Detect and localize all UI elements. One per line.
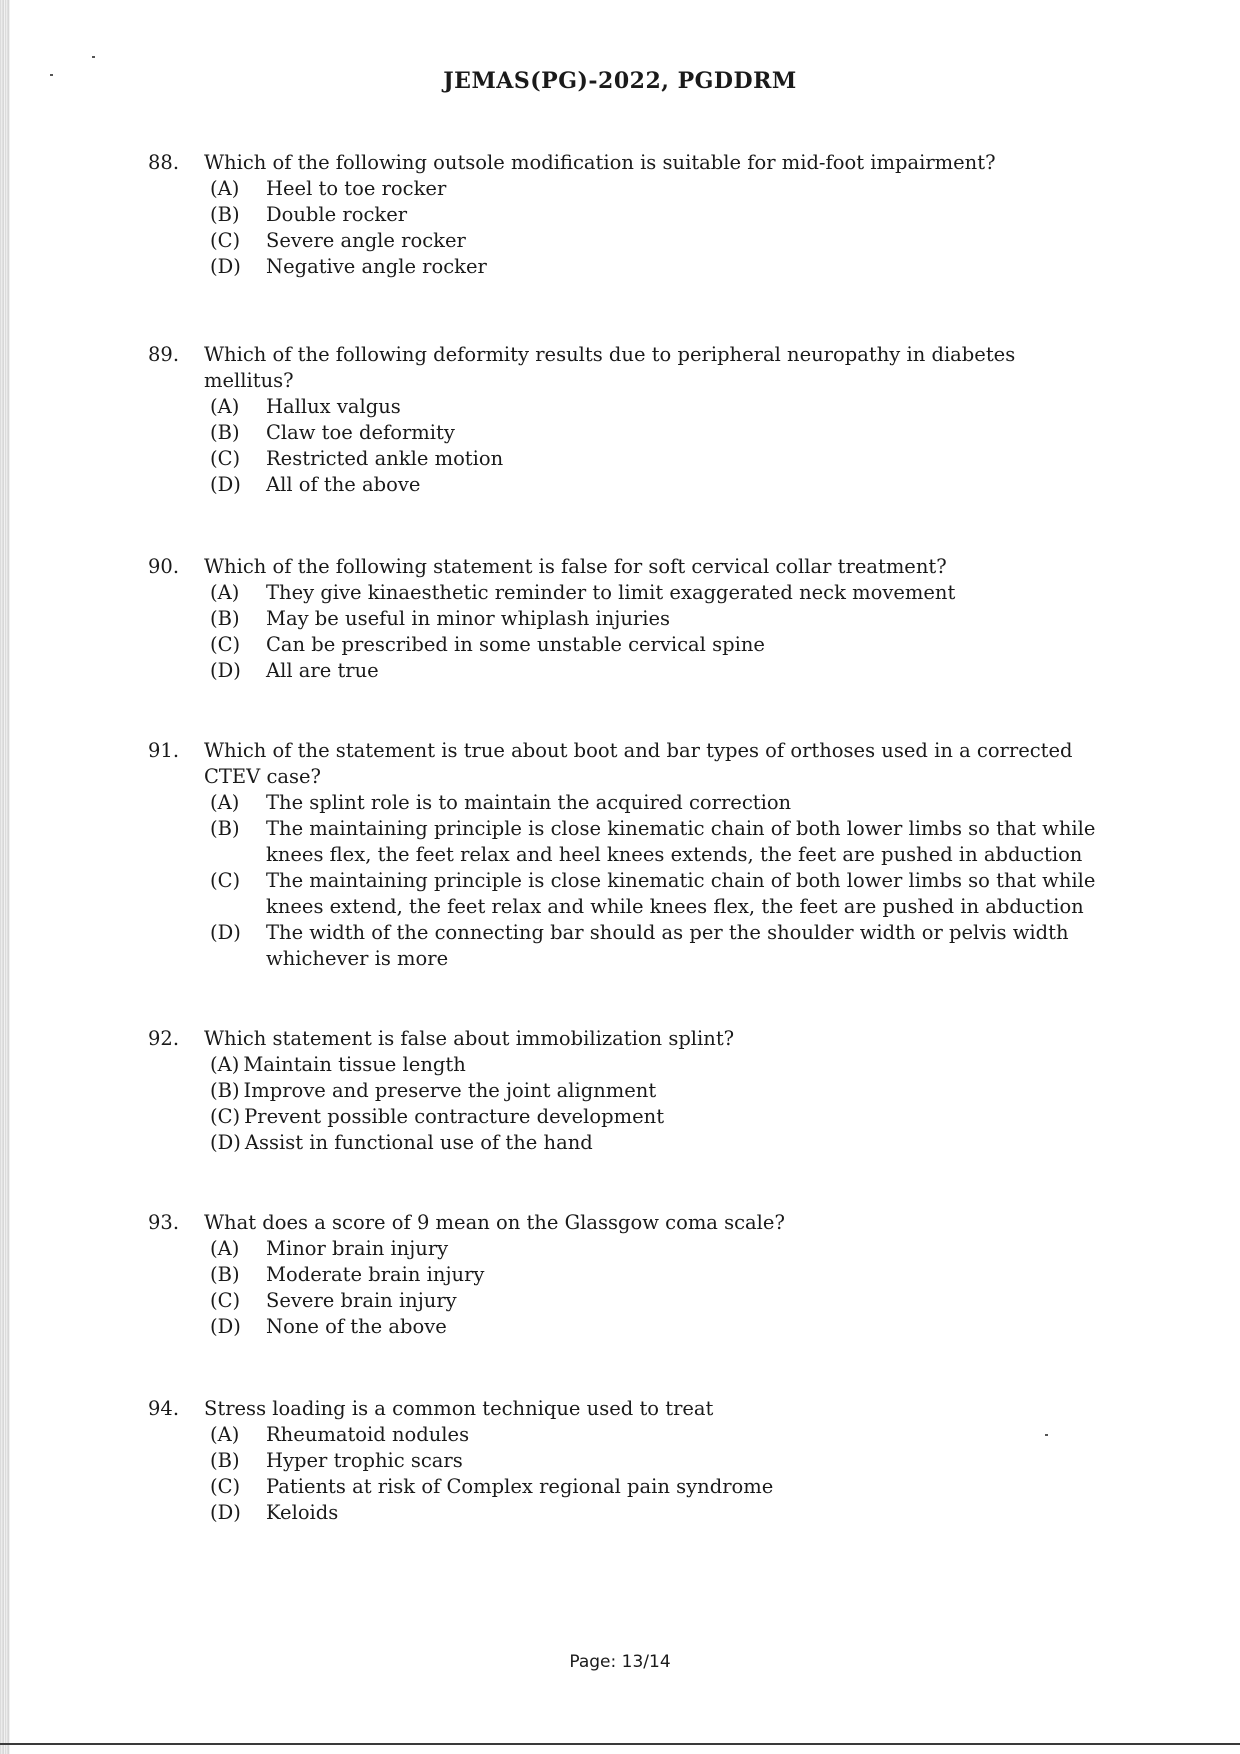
option-a [210,580,1108,606]
question-number: 91. [148,739,180,762]
option-text: They give kinaesthetic reminder to limit exaggerated neck movement [266,581,956,604]
option-text: Severe brain injury [266,1289,457,1312]
option-b [210,606,1108,632]
option-label: (C) [210,869,241,892]
question-94 [148,1396,1108,1526]
option-a [210,1052,1108,1078]
question-number: 94. [148,1397,180,1420]
option-text: Restricted ankle motion [266,447,504,470]
option-label: (B) [210,1449,240,1472]
question-stem: Which of the statement is true about boot and bar types of orthoses used in a corrected CTEV case? [204,739,1073,788]
option-b [210,202,1108,228]
option-text: Hyper trophic scars [266,1449,463,1472]
option-text: The maintaining principle is close kinematic chain of both lower limbs so that while knees flex, the feet relax and heel knees extends, the feet are pushed in abduction [266,817,1096,866]
bottom-rule [0,1743,1240,1745]
option-c [210,446,1108,472]
question-88 [148,150,1108,280]
option-label: (B) [210,421,240,444]
option-a [210,1236,1108,1262]
option-label: (B) [210,1263,240,1286]
option-c [210,228,1108,254]
option-text: Rheumatoid nodules [266,1423,470,1446]
option-text: Keloids [266,1501,339,1524]
option-a [210,394,1108,420]
question-stem: Stress loading is a common technique used to treat [204,1397,714,1420]
option-text: The splint role is to maintain the acquired correction [266,791,792,814]
option-label: (A) [210,581,240,604]
question-number: 88. [148,151,180,174]
question-93 [148,1210,1108,1340]
question-stem: Which of the following deformity results due to peripheral neuropathy in diabetes mellitus? [204,343,1016,392]
option-text: Negative angle rocker [266,255,487,278]
option-b [210,1262,1108,1288]
option-c [210,632,1108,658]
option-label: (A) [210,1053,240,1076]
scan-speck [92,56,95,58]
option-label: (D) [210,1131,241,1154]
option-c [210,1104,1108,1130]
option-label: (A) [210,177,240,200]
option-a [210,790,1108,816]
question-number: 92. [148,1027,180,1050]
option-label: (D) [210,659,241,682]
option-text: Improve and preserve the joint alignment [243,1079,657,1102]
option-text: Double rocker [266,203,408,226]
option-label: (C) [210,1475,241,1498]
option-a [210,176,1108,202]
option-b [210,816,1108,868]
option-d [210,472,1108,498]
question-number: 93. [148,1211,180,1234]
scan-edge [0,0,10,1754]
option-label: (B) [210,203,240,226]
option-text: Can be prescribed in some unstable cervical spine [266,633,765,656]
option-text: Heel to toe rocker [266,177,447,200]
option-text: Claw toe deformity [266,421,455,444]
option-label: (D) [210,255,241,278]
page-number: Page: 13/14 [569,1652,671,1672]
option-c [210,1288,1108,1314]
option-b [210,420,1108,446]
option-text: Maintain tissue length [243,1053,466,1076]
option-c [210,1474,1108,1500]
option-label: (C) [210,1105,241,1128]
option-text: Moderate brain injury [266,1263,485,1286]
option-label: (C) [210,229,241,252]
option-label: (C) [210,633,241,656]
question-number: 89. [148,343,180,366]
option-label: (D) [210,473,241,496]
option-b [210,1448,1108,1474]
option-label: (B) [210,1079,240,1102]
question-stem: Which statement is false about immobilization splint? [204,1027,735,1050]
question-stem: What does a score of 9 mean on the Glassgow coma scale? [204,1211,785,1234]
option-text: Assist in functional use of the hand [244,1131,593,1154]
page-title: JEMAS(PG)-2022, PGDDRM [443,68,797,94]
question-92 [148,1026,1108,1156]
option-d [210,920,1108,972]
option-label: (C) [210,447,241,470]
option-text: May be useful in minor whiplash injuries [266,607,670,630]
option-text: Severe angle rocker [266,229,466,252]
option-text: Patients at risk of Complex regional pain syndrome [266,1475,774,1498]
option-label: (C) [210,1289,241,1312]
option-text: Hallux valgus [266,395,401,418]
option-d [210,254,1108,280]
option-text: None of the above [266,1315,447,1338]
option-b [210,1078,1108,1104]
question-90 [148,554,1108,684]
option-label: (A) [210,1237,240,1260]
option-label: (A) [210,395,240,418]
option-a [210,1422,1108,1448]
option-label: (B) [210,607,240,630]
option-label: (A) [210,791,240,814]
option-d [210,658,1108,684]
option-label: (D) [210,1315,241,1338]
question-stem: Which of the following outsole modification is suitable for mid-foot impairment? [204,151,996,174]
option-text: The maintaining principle is close kinematic chain of both lower limbs so that while knees extend, the feet relax and while knees flex, the feet are pushed in abduction [266,869,1096,918]
option-label: (D) [210,1501,241,1524]
question-89 [148,342,1108,498]
option-text: The width of the connecting bar should as per the shoulder width or pelvis width whichever is more [266,921,1069,970]
option-text: Minor brain injury [266,1237,449,1260]
question-91 [148,738,1108,972]
option-label: (A) [210,1423,240,1446]
question-number: 90. [148,555,180,578]
option-c [210,868,1108,920]
option-d [210,1500,1108,1526]
option-label: (B) [210,817,240,840]
option-d [210,1130,1108,1156]
option-text: Prevent possible contracture development [244,1105,665,1128]
option-text: All of the above [266,473,421,496]
option-label: (D) [210,921,241,944]
option-text: All are true [266,659,379,682]
option-d [210,1314,1108,1340]
question-stem: Which of the following statement is false for soft cervical collar treatment? [204,555,947,578]
